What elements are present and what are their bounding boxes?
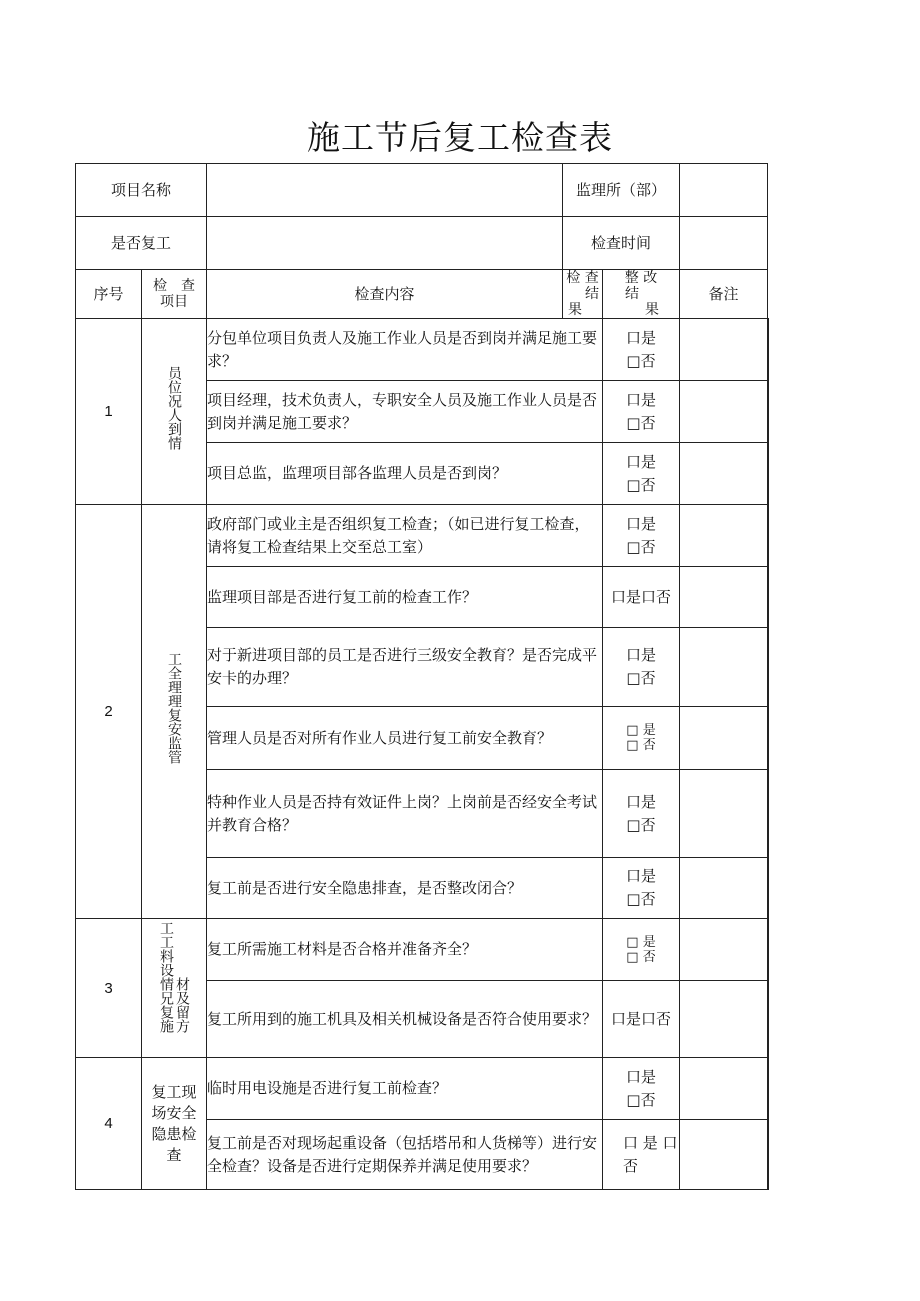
header-result-line2: 结 xyxy=(585,286,599,302)
resume-field[interactable] xyxy=(207,217,563,270)
info-row-resume xyxy=(76,217,769,270)
result-options xyxy=(603,443,680,505)
result-yes-checkbox[interactable]: 口是 xyxy=(625,1067,656,1086)
rectify-cell[interactable] xyxy=(680,381,768,443)
check-time-label: 检查时间 xyxy=(563,217,680,270)
check-content: 对于新进项目部的员工是否进行三级安全教育？是否完成平安卡的办理？ xyxy=(207,628,603,707)
header-rectify xyxy=(603,270,680,319)
resume-label: 是否复工 xyxy=(76,217,207,270)
rectify-cell[interactable] xyxy=(680,628,768,707)
check-content: 管理人员是否对所有作业人员进行复工前安全教育？ xyxy=(207,707,603,770)
result-options xyxy=(603,981,680,1058)
group-item-text-b: 工工料设情兄复施 xyxy=(158,921,174,1033)
check-content: 监理项目部是否进行复工前的检查工作？ xyxy=(207,567,603,628)
rectify-cell[interactable] xyxy=(680,1058,768,1120)
group-item-line2: 场安全 xyxy=(151,1103,197,1122)
supervision-field[interactable] xyxy=(680,164,768,217)
header-result xyxy=(563,270,603,319)
result-options xyxy=(603,628,680,707)
remark-cell[interactable] xyxy=(768,381,769,443)
result-no-checkbox[interactable]: □否 xyxy=(626,413,656,432)
rectify-cell[interactable] xyxy=(680,1120,768,1190)
result-options xyxy=(603,505,680,567)
result-yes-checkbox[interactable]: 口是 xyxy=(625,867,656,885)
remark-cell[interactable] xyxy=(768,919,769,981)
header-item-line1: 检 查 xyxy=(153,278,195,294)
check-content: 项目总监，监理项目部各监理人员是否到岗？ xyxy=(207,443,603,505)
result-options xyxy=(603,770,680,858)
header-result-line1: 检 查 xyxy=(566,270,599,286)
table-row xyxy=(76,319,769,381)
info-row-project xyxy=(76,164,769,217)
result-yes-checkbox[interactable]: 口是 xyxy=(625,328,656,347)
result-no-checkbox[interactable]: □否 xyxy=(626,475,656,494)
result-no-checkbox[interactable]: □否 xyxy=(626,890,656,908)
result-options xyxy=(603,1058,680,1120)
result-options xyxy=(603,707,680,770)
group-item-line3: 隐患检 xyxy=(151,1124,197,1143)
rectify-cell[interactable] xyxy=(680,770,768,858)
result-no-checkbox[interactable]: □ 否 xyxy=(626,949,656,965)
page-title: 施工节后复工检查表 xyxy=(307,118,613,157)
group-item-text: 员位况人到情 xyxy=(166,366,182,450)
check-content: 项目经理，技术负责人，专职安全人员及施工作业人员是否到岗并满足施工要求？ xyxy=(207,381,603,443)
result-yes-checkbox[interactable]: 口是 xyxy=(625,646,656,664)
remark-cell[interactable] xyxy=(768,1058,769,1120)
remark-cell[interactable] xyxy=(768,567,769,628)
remark-cell[interactable] xyxy=(768,505,769,567)
header-remark: 备注 xyxy=(680,270,768,319)
remark-cell[interactable] xyxy=(768,319,769,381)
result-options xyxy=(603,1120,680,1190)
table-row xyxy=(76,919,769,981)
result-no-checkbox[interactable]: 否 xyxy=(623,1156,639,1175)
rectify-cell[interactable] xyxy=(680,981,768,1058)
rectify-cell[interactable] xyxy=(680,707,768,770)
project-name-field[interactable] xyxy=(207,164,563,217)
check-content: 分包单位项目负责人及施工作业人员是否到岗并满足施工要求？ xyxy=(207,319,603,381)
check-content: 特种作业人员是否持有效证件上岗？上岗前是否经安全考试并教育合格？ xyxy=(207,770,603,858)
result-options xyxy=(603,919,680,981)
remark-cell[interactable] xyxy=(768,628,769,707)
rectify-cell[interactable] xyxy=(680,505,768,567)
group-item-text: 工全理理复安监管 xyxy=(166,652,182,764)
result-yes-no-checkbox[interactable]: 口是口否 xyxy=(610,1009,671,1028)
rectify-cell[interactable] xyxy=(680,858,768,919)
remark-cell[interactable] xyxy=(768,707,769,770)
header-rectify-line1: 整 改 xyxy=(624,270,658,286)
group-item xyxy=(142,1058,207,1190)
remark-cell[interactable] xyxy=(768,981,769,1058)
rectify-cell[interactable] xyxy=(680,443,768,505)
result-no-checkbox[interactable]: □否 xyxy=(626,537,656,556)
group-item-line1: 复工现 xyxy=(151,1082,197,1101)
result-yes-checkbox[interactable]: 口是 xyxy=(625,514,656,533)
table-row xyxy=(76,1058,769,1120)
group-item-text-a: 材及留方 xyxy=(174,977,190,1033)
group-seq: 3 xyxy=(76,919,142,1058)
result-yes-checkbox[interactable]: 口是 xyxy=(625,452,656,471)
header-item-line2: 项目 xyxy=(160,294,188,310)
result-yes-checkbox[interactable]: 口 是 口 xyxy=(623,1133,678,1152)
check-content: 复工所用到的施工机具及相关机械设备是否符合使用要求？ xyxy=(207,981,603,1058)
rectify-cell[interactable] xyxy=(680,919,768,981)
inspection-table xyxy=(75,163,769,1190)
rectify-cell[interactable] xyxy=(680,567,768,628)
header-rectify-line3: 果 xyxy=(645,302,659,318)
result-yes-checkbox[interactable]: 口是 xyxy=(625,390,656,409)
group-item xyxy=(142,319,207,505)
header-row xyxy=(76,270,769,319)
check-content: 临时用电设施是否进行复工前检查？ xyxy=(207,1058,603,1120)
result-options xyxy=(603,319,680,381)
header-seq: 序号 xyxy=(76,270,142,319)
remark-cell[interactable] xyxy=(768,1120,769,1190)
rectify-cell[interactable] xyxy=(680,319,768,381)
supervision-label: 监理所（部） xyxy=(563,164,680,217)
check-time-field[interactable] xyxy=(680,217,768,270)
group-seq: 4 xyxy=(76,1058,142,1190)
result-no-checkbox[interactable]: □否 xyxy=(626,1090,656,1109)
result-yes-checkbox[interactable]: □ 是 xyxy=(626,723,656,738)
project-name-label: 项目名称 xyxy=(76,164,207,217)
remark-cell[interactable] xyxy=(768,770,769,858)
result-no-checkbox[interactable]: □否 xyxy=(626,815,656,834)
result-options xyxy=(603,381,680,443)
group-item-line4: 查 xyxy=(166,1145,182,1164)
header-result-line3: 果 xyxy=(568,302,582,318)
result-no-checkbox[interactable]: □否 xyxy=(626,351,656,370)
check-content: 复工前是否进行安全隐患排查，是否整改闭合？ xyxy=(207,858,603,919)
remark-cell[interactable] xyxy=(768,443,769,505)
group-item xyxy=(142,505,207,919)
group-seq: 1 xyxy=(76,319,142,505)
header-item xyxy=(142,270,207,319)
result-options xyxy=(603,567,680,628)
result-options xyxy=(603,858,680,919)
check-content: 复工所需施工材料是否合格并准备齐全？ xyxy=(207,919,603,981)
header-content: 检查内容 xyxy=(207,270,563,319)
result-no-checkbox[interactable]: □否 xyxy=(626,669,656,687)
remark-cell[interactable] xyxy=(768,858,769,919)
check-content: 政府部门或业主是否组织复工检查；（如已进行复工检查，请将复工检查结果上交至总工室） xyxy=(207,505,603,567)
result-yes-checkbox[interactable]: 口是 xyxy=(625,792,656,811)
result-no-checkbox[interactable]: □ 否 xyxy=(626,738,656,753)
table-row xyxy=(76,505,769,567)
header-rectify-line2: 结 xyxy=(625,286,639,302)
result-yes-checkbox[interactable]: □ 是 xyxy=(626,934,656,950)
group-seq: 2 xyxy=(76,505,142,919)
result-yes-no-checkbox[interactable]: 口是口否 xyxy=(610,587,671,606)
check-content: 复工前是否对现场起重设备（包括塔吊和人货梯等）进行安全检查？设备是否进行定期保养并满足使用要求？ xyxy=(207,1120,603,1190)
group-item xyxy=(142,919,207,1058)
